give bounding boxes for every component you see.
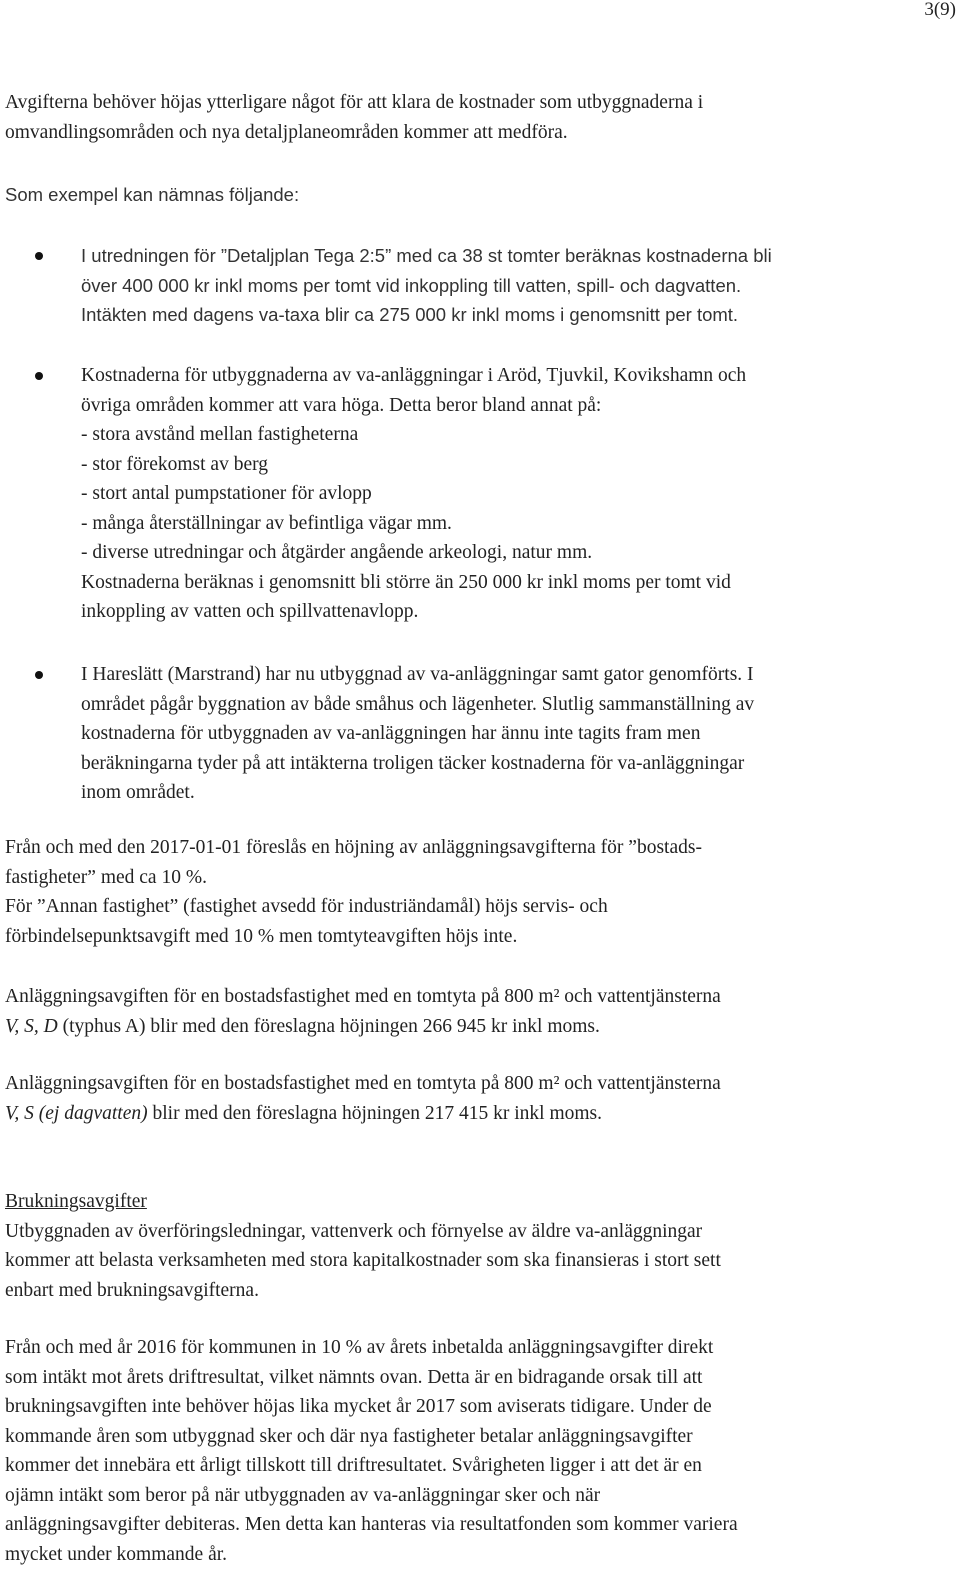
closing-line: mycket under kommande år. [5,1543,228,1565]
bullet-line: I Hareslätt (Marstrand) har nu utbyggnad av va-anläggningar samt gator genomförts. I [81,664,754,685]
bullet-dot-icon [35,372,43,380]
bullet-line: - stor förekomst av berg [81,453,269,475]
bullet-line: - diverse utredningar och åtgärder angående arkeologi, natur mm. [81,542,593,563]
bullet-line: övriga områden kommer att vara höga. Detta beror bland annat på: [81,394,602,416]
bullet-line: Intäkten med dagens va-taxa blir ca 275 000 kr inkl moms i genomsnitt per tomt. [81,304,739,325]
bullet-line: - stort antal pumpstationer för avlopp [81,483,372,504]
bullet-line: Kostnaderna beräknas i genomsnitt bli större än 250 000 kr inkl moms per tomt vid [81,571,731,593]
usage-line: Utbyggnaden av överföringsledningar, vattenverk och förnyelse av äldre va-anläggningar [5,1220,703,1242]
closing-line: kommande åren som utbyggnad sker och där nya fastigheter betalar anläggningsavgifter [5,1425,693,1447]
bullet-line: kostnaderna för utbyggnaden av va-anläggningen har ännu inte tagits fram men [81,723,701,744]
fee-vsd-paragraph [5,982,950,1041]
bullet-dot-icon [35,671,43,679]
intro-line: omvandlingsområden och nya detaljplaneområden kommer att medföra. [5,121,568,143]
bullet-line: området pågår byggnation av både småhus och lägenheter. Slutlig sammanställning av [81,693,755,715]
bullet-line: - stora avstånd mellan fastigheterna [81,424,359,445]
proposal-line: Från och med den 2017-01-01 föreslås en höjning av anläggningsavgifterna för ”bostads- [5,837,702,858]
proposal-line: För ”Annan fastighet” (fastighet avsedd för industriändamål) höjs servis- och [5,896,608,917]
fee-line: Anläggningsavgiften för en bostadsfastighet med en tomtyta på 800 m² och vattentjänsterna [5,1073,721,1094]
usage-fees-section [5,1187,950,1305]
bullet-line: - många återställningar av befintliga vägar mm. [81,512,452,534]
intro-line: Avgifterna behöver höjas ytterligare något för att klara de kostnader som utbyggnaderna i [5,92,704,113]
bullet-text [81,660,950,808]
fee-line [5,1012,950,1042]
fee-amount-text: blir med den föreslagna höjningen 217 415 kr inkl moms. [147,1102,602,1124]
closing-line: ojämn intäkt som beror på när utbyggnaden av va-anläggningar sker och när [5,1484,601,1506]
usage-line: enbart med brukningsavgifterna. [5,1279,259,1301]
fee-line [5,1099,950,1129]
fee-amount-text: (typhus A) blir med den föreslagna höjningen 266 945 kr inkl moms. [57,1015,600,1037]
service-codes: V, S (ej dagvatten) [5,1102,148,1124]
page-number: 3(9) [924,0,956,20]
bullet-line: beräkningarna tyder på att intäkterna troligen täcker kostnaderna för va-anläggningar [81,752,745,774]
proposal-paragraph [5,833,950,951]
bullet-text [81,241,950,330]
section-heading: Brukningsavgifter [5,1191,147,1212]
bullet-line: över 400 000 kr inkl moms per tomt vid inkoppling till vatten, spill- och dagvatten. [81,274,742,296]
fee-vs-paragraph [5,1069,950,1128]
intro-paragraph [5,88,950,147]
service-codes: V, S, D [5,1015,58,1037]
usage-line: kommer att belasta verksamheten med stora kapitalkostnader som ska finansieras i stort sett [5,1250,721,1271]
proposal-line: fastigheter” med ca 10 %. [5,866,207,888]
bullet-item [35,361,950,627]
bullet-item [35,241,950,330]
closing-line: kommer det innebära ett årligt tillskott till driftresultatet. Svårigheten ligger i att det är en [5,1455,702,1476]
closing-paragraph [5,1333,950,1569]
bullet-item [35,660,950,808]
bullet-line: inkoppling av vatten och spillvattenavlopp. [81,601,419,622]
bullet-line: Kostnaderna för utbyggnaderna av va-anläggningar i Aröd, Tjuvkil, Kovikshamn och [81,365,747,386]
proposal-line: förbindelsepunktsavgift med 10 % men tomtyteavgiften höjs inte. [5,925,518,947]
closing-line: anläggningsavgifter debiteras. Men detta kan hanteras via resultatfonden som kommer variera [5,1514,738,1535]
closing-line: Från och med år 2016 för kommunen in 10 % av årets inbetalda anläggningsavgifter direkt [5,1337,714,1358]
bullet-line: inom området. [81,782,195,803]
closing-line: som intäkt mot årets driftresultat, vilket nämnts ovan. Detta är en bidragande orsak till att [5,1366,703,1388]
bullet-text [81,361,950,627]
fee-line: Anläggningsavgiften för en bostadsfastighet med en tomtyta på 800 m² och vattentjänsterna [5,986,721,1007]
example-heading: Som exempel kan nämnas följande: [5,184,300,205]
closing-line: brukningsavgiften inte behöver höjas lika mycket år 2017 som aviserats tidigare. Under de [5,1396,712,1417]
bullet-dot-icon [35,252,43,260]
bullet-line: I utredningen för ”Detaljplan Tega 2:5” med ca 38 st tomter beräknas kostnaderna bli [81,245,772,266]
